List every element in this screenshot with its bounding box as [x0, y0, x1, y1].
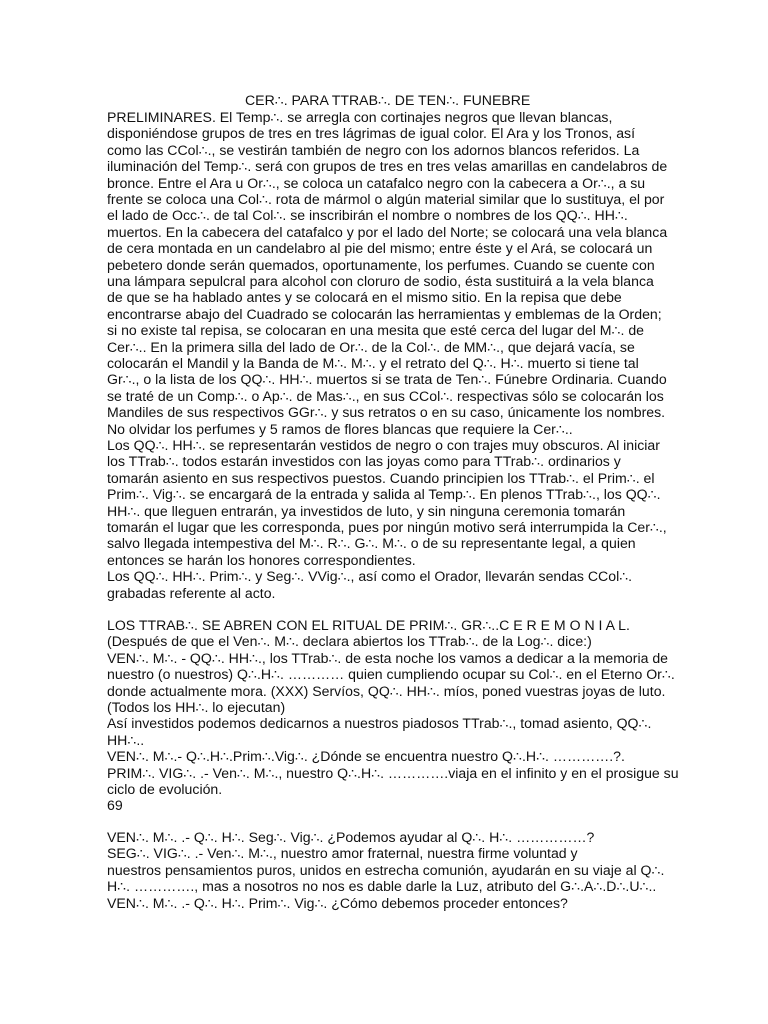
document-title: CER∴. PARA TTRAB∴. DE TEN∴. FUNEBRE: [245, 92, 531, 108]
text-line: frente se coloca una Col∴. rota de mármol o algún material similar que lo sustituya, el por: [107, 191, 665, 207]
text-line: iluminación del Temp∴. será con grupos de tres en tres velas amarillas en candelabros de: [107, 158, 668, 175]
text-line: los TTrab∴. todos estarán investidos con las joyas como para TTrab∴. ordinarios y: [107, 453, 621, 470]
text-line: Gr∴., o la lista de los QQ∴. HH∴. muertos si se trata de Ten∴. Fúnebre Ordinaria. Cuando: [107, 371, 667, 388]
text-line: de cera montada en un candelabro al pie del mismo; entre éste y el Ará, se colocará un: [107, 240, 653, 257]
text-line: VEN∴. M∴. .- Q∴. H∴. Seg∴. Vig∴. ¿Podemos ayudar al Q∴. H∴. ……………?: [107, 829, 595, 845]
text-line: Prim∴. Vig∴. se encargará de la entrada y salida al Temp∴. En plenos TTrab∴., los QQ∴.: [107, 486, 661, 503]
text-line: pebetero donde serán quemados, oportunamente, los perfumes. Cuando se cuente con: [107, 256, 655, 273]
section-heading: LOS TTRAB∴. SE ABREN CON EL RITUAL DE PRIM∴. GR∴..C E R E M O N I A L.: [107, 617, 630, 633]
text-line: HH∴. que lleguen entrarán, ya investidos de luto, y sin ninguna ceremonia tomarán: [107, 502, 626, 519]
text-line: colocarán el Mandil y la Banda de M∴. M∴. y el retrato del Q∴. H∴. muerto si tiene tal: [107, 355, 639, 371]
text-line: SEG∴. VIG∴. .- Ven∴. M∴., nuestro amor fraternal, nuestra firme voluntad y: [107, 845, 578, 862]
text-line: encontrarse abajo del Cuadrado se colocarán las herramientas y emblemas de la Orden;: [107, 305, 662, 322]
text-line: (Todos los HH∴. lo ejecutan): [107, 699, 286, 715]
text-line: (Después de que el Ven∴. M∴. declara abiertos los TTrab∴. de la Log∴. dice:): [107, 633, 592, 650]
text-line: Así investidos podemos dedicarnos a nuestros piadosos TTrab∴., tomad asiento, QQ∴.: [107, 715, 652, 732]
text-line: Cer∴.. En la primera silla del lado de Or∴. de la Col∴. de MM∴., que dejará vacía, se: [107, 338, 635, 355]
text-line: H∴. …………., mas a nosotros no nos es dable darle la Luz, atributo del G∴.A∴.D∴.U∴..: [107, 878, 657, 895]
text-line: tomarán el lugar que les corresponda, pues por ningún motivo será interrumpida la Cer∴.,: [107, 519, 667, 535]
text-line: una lámpara sepulcral para alcohol con cloruro de sodio, ésta sustituirá a la vela blanca: [107, 273, 654, 289]
text-line: donde actualmente mora. (XXX) Servíos, QQ∴. HH∴. míos, poned vuestras joyas de luto.: [107, 682, 666, 699]
text-line: No olvidar los perfumes y 5 ramos de flores blancas que requiere la Cer∴..: [107, 420, 573, 437]
text-line: si no existe tal repisa, se colocaran en una mesita que esté cerca del lugar del M∴. de: [107, 322, 644, 339]
text-line: VEN∴. M∴.- Q∴.H∴.Prim∴.Vig∴. ¿Dónde se encuentra nuestro Q∴.H∴. ………….?.: [107, 748, 625, 765]
text-line: Los QQ∴. HH∴. Prim∴. y Seg∴. VVig∴., así como el Orador, llevarán sendas CCol∴.: [107, 568, 633, 585]
text-line: salvo llegada intempestiva del M∴. R∴. G∴. M∴. o de su representante legal, a quien: [107, 535, 636, 552]
text-line: disponiéndose grupos de tres en tres lágrimas de igual color. El Ara y los Tronos, así: [107, 125, 636, 142]
text-line: Los QQ∴. HH∴. se representarán vestidos de negro o con trajes muy obscuros. Al iniciar: [107, 437, 660, 453]
text-line: se traté de un Comp∴. o Ap∴. de Mas∴., en sus CCol∴. respectivas sólo se colocarán los: [107, 387, 664, 404]
text-line: VEN∴. M∴. .- Q∴. H∴. Prim∴. Vig∴. ¿Cómo debemos proceder entonces?: [107, 894, 568, 911]
text-line: PRELIMINARES. El Temp∴. se arregla con cortinajes negros que llevan blancas,: [107, 109, 613, 125]
text-line: PRIM∴. VIG∴. .- Ven∴. M∴., nuestro Q∴.H∴. ………….viaja en el infinito y en el prosigue su: [107, 764, 679, 781]
text-line: tomarán asiento en sus respectivos puestos. Cuando principien los TTrab∴. el Prim∴. el: [107, 469, 655, 486]
text-line: grabadas referente al acto.: [107, 584, 276, 601]
text-line: ciclo de evolución.: [107, 781, 223, 797]
text-line: bronce. Entre el Ara u Or∴., se coloca un catafalco negro con la cabecera a Or∴., a su: [107, 174, 646, 191]
text-line: nuestro (o nuestros) Q∴.H∴. ………… quien cumpliendo ocupar su Col∴. en el Eterno Or∴.: [107, 666, 675, 683]
text-line: HH∴..: [107, 731, 145, 748]
text-line: el lado de Occ∴. de tal Col∴. se inscribirán el nombre o nombres de los QQ∴. HH∴.: [107, 207, 628, 224]
page-number: 69: [107, 797, 123, 814]
text-line: Mandiles de sus respectivos GGr∴. y sus retratos o en su caso, únicamente los nombres.: [107, 404, 666, 421]
text-line: VEN∴. M∴. - QQ∴. HH∴., los TTrab∴. de esta noche los vamos a dedicar a la memoria de: [107, 649, 669, 666]
text-line: como las CCol∴., se vestirán también de negro con los adornos blancos referidos. La: [107, 141, 640, 158]
text-line: de que se ha hablado antes y se colocará en el mismo sitio. En la repisa que debe: [107, 289, 622, 306]
text-line: nuestros pensamientos puros, unidos en estrecha comunión, ayudarán en su viaje al Q∴.: [107, 861, 665, 878]
text-line: entonces se harán los honores correspondientes.: [107, 551, 416, 568]
text-line: muertos. En la cabecera del catafalco y por el lado del Norte; se colocará una vela blanca: [107, 223, 668, 240]
